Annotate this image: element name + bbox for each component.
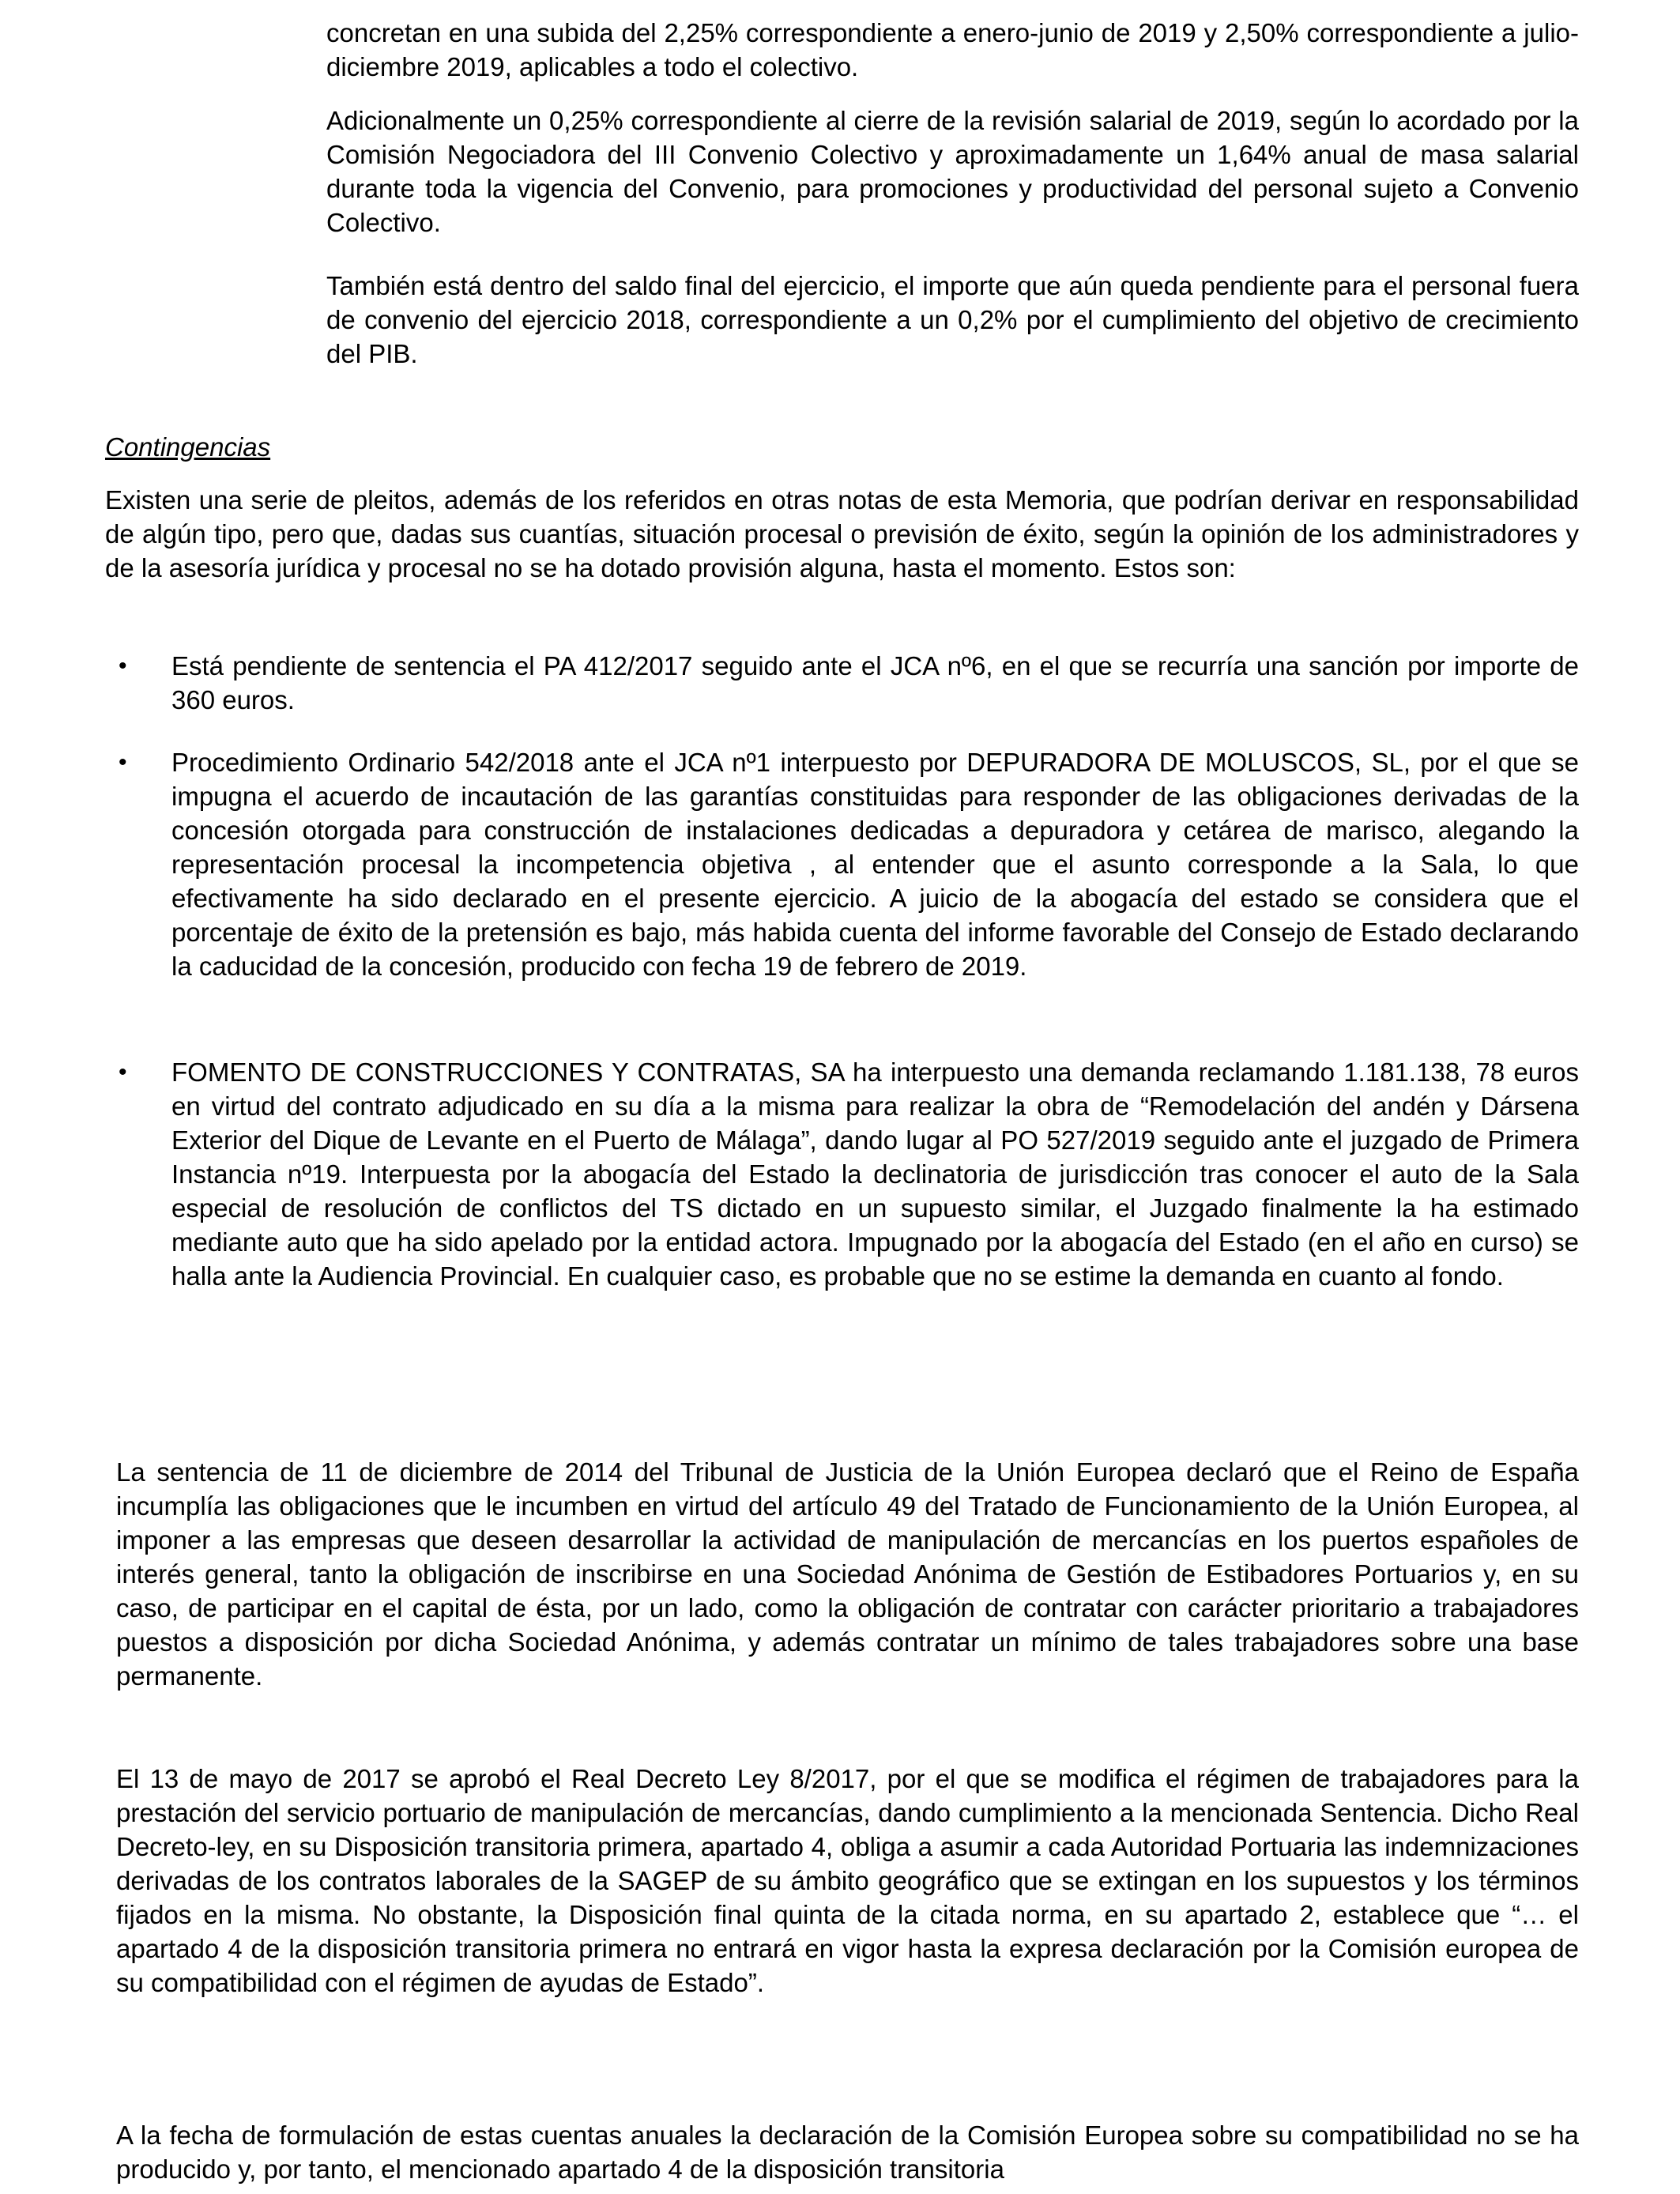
bullet-text: Procedimiento Ordinario 542/2018 ante el JCA nº1 interpuesto por DEPURADORA DE MOLUSCOS, SL, por el que se impugna el acuerdo de incautación de las garantías constituidas para responder de las obligaciones derivadas de la concesión otorgada para construcción de instalaciones dedicadas a depuradora y cetárea de marisco, alegando la representación procesal la incompetencia objetiva , al entender que el asunto corresponde a la Sala, lo que efectivamente ha sido declarado en el presente ejercicio. A juicio de la abogacía del estado se considera que el porcentaje de éxito de la pretensión es bajo, más habida cuenta del informe favorable del Consejo de Estado declarando la caducidad de la concesión, producido con fecha 19 de febrero de 2019. <box>171 748 1579 981</box>
bullet-icon: • <box>119 749 127 775</box>
contingencias-intro-paragraph: Existen una serie de pleitos, además de los referidos en otras notas de esta Memoria, que podrían derivar en responsabilidad de algún tipo, pero que, dadas sus cuantías, situación procesal o previsión de éxito, según la opinión de los administradores y de la asesoría jurídica y procesal no se ha dotado provisión alguna, hasta el momento. Estos son: <box>105 485 1579 582</box>
closing-paragraph-3: A la fecha de formulación de estas cuentas anuales la declaración de la Comisión Europea sobre su compatibilidad no se ha producido y, por tanto, el mencionado apartado 4 de la disposición transitoria <box>116 2120 1579 2184</box>
intro-paragraph-3: También está dentro del saldo final del ejercicio, el importe que aún queda pendiente para el personal fuera de convenio del ejercicio 2018, correspondiente a un 0,2% por el cumplimiento del objetivo de crecimiento del PIB. <box>326 271 1579 368</box>
bullet-icon: • <box>119 653 127 679</box>
intro-paragraph-1: concretan en una subida del 2,25% correspondiente a enero-junio de 2019 y 2,50% correspondiente a julio-diciembre 2019, aplicables a todo el colectivo. <box>326 18 1579 81</box>
closing-paragraph-2: El 13 de mayo de 2017 se aprobó el Real Decreto Ley 8/2017, por el que se modifica el régimen de trabajadores para la prestación del servicio portuario de manipulación de mercancías, dando cumplimiento a la mencionada Sentencia. Dicho Real Decreto-ley, en su Disposición transitoria primera, apartado 4, obliga a asumir a cada Autoridad Portuaria las indemnizaciones derivadas de los contratos laborales de la SAGEP de su ámbito geográfico que se extingan en los supuestos y los términos fijados en la misma. No obstante, la Disposición final quinta de la citada norma, en su apartado 2, establece que “… el apartado 4 de la disposición transitoria primera no entrará en vigor hasta la expresa declaración por la Comisión europea de su compatibilidad con el régimen de ayudas de Estado”. <box>116 1764 1579 1997</box>
closing-paragraph-1: La sentencia de 11 de diciembre de 2014 del Tribunal de Justicia de la Unión Europea declaró que el Reino de España incumplía las obligaciones que le incumben en virtud del artículo 49 del Tratado de Funcionamiento de la Unión Europea, al imponer a las empresas que deseen desarrollar la actividad de manipulación de mercancías en los puertos españoles de interés general, tanto la obligación de inscribirse en una Sociedad Anónima de Gestión de Estibadores Portuarios y, en su caso, de participar en el capital de ésta, por un lado, como la obligación de contratar con carácter prioritario a trabajadores puestos a disposición por dicha Sociedad Anónima, y además contratar un mínimo de tales trabajadores sobre una base permanente. <box>116 1457 1579 1691</box>
bullet-text: Está pendiente de sentencia el PA 412/2017 seguido ante el JCA nº6, en el que se recurría una sanción por importe de 360 euros. <box>171 651 1579 714</box>
bullet-icon: • <box>119 1059 127 1085</box>
intro-paragraph-2: Adicionalmente un 0,25% correspondiente al cierre de la revisión salarial de 2019, según lo acordado por la Comisión Negociadora del III Convenio Colectivo y aproximadamente un 1,64% anual de masa salarial durante toda la vigencia del Convenio, para promociones y productividad del personal sujeto a Convenio Colectivo. <box>326 106 1579 237</box>
section-heading-contingencias: Contingencias <box>105 432 271 462</box>
bullet-text: FOMENTO DE CONSTRUCCIONES Y CONTRATAS, SA ha interpuesto una demanda reclamando 1.181.138, 78 euros en virtud del contrato adjudicado en su día a la misma para realizar la obra de “Remodelación del andén y Dársena Exterior del Dique de Levante en el Puerto de Málaga”, dando lugar al PO 527/2019 seguido ante el juzgado de Primera Instancia nº19. Interpuesta por la abogacía del Estado la declinatoria de jurisdicción tras conocer el auto de la Sala especial de resolución de conflictos del TS dictado en un supuesto similar, el Juzgado finalmente la ha estimado mediante auto que ha sido apelado por la entidad actora. Impugnado por la abogacía del Estado (en el año en curso) se halla ante la Audiencia Provincial. En cualquier caso, es probable que no se estime la demanda en cuanto al fondo. <box>171 1057 1579 1291</box>
